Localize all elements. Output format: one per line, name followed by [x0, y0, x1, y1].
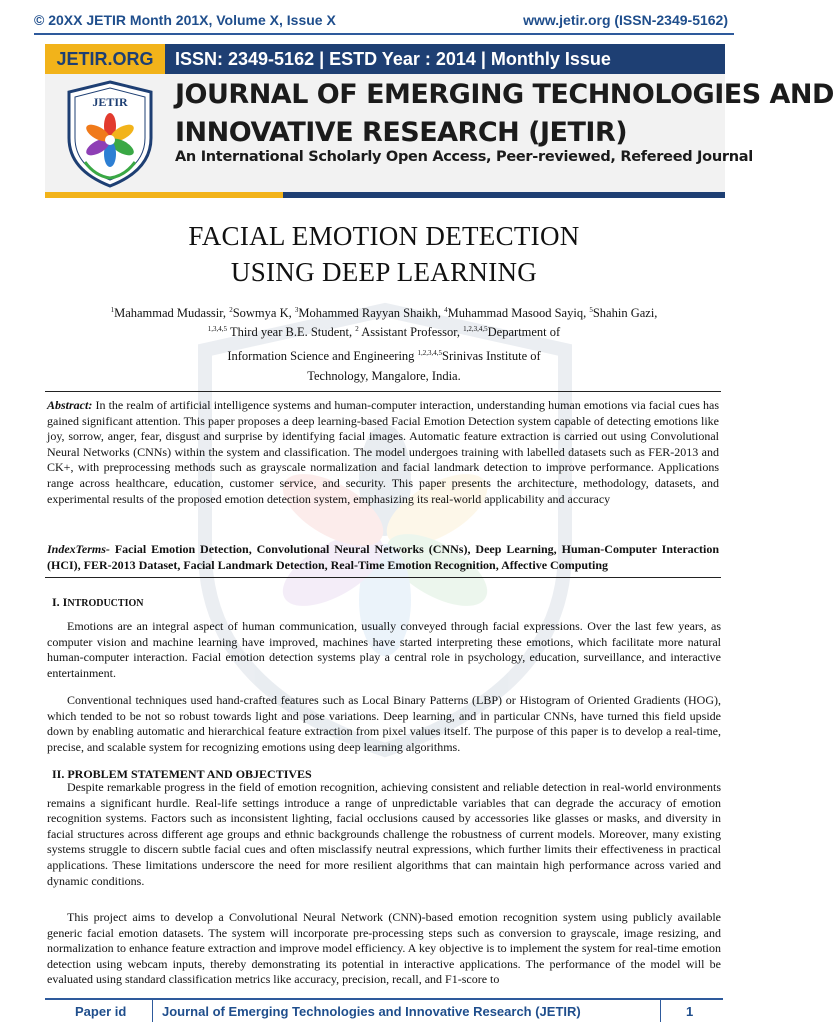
website-issn: www.jetir.org (ISSN-2349-5162) [523, 12, 728, 28]
index-terms-text: Facial Emotion Detection, Convolutional Neural Networks (CNNs), Deep Learning, Human-Computer Interaction (HCI), FER-2013 Dataset, Facial Landmark Detection, Real-Time Emotion Recognition, Affective Computing [47, 542, 719, 572]
banner-footstripe [45, 192, 725, 198]
footer-rule [45, 998, 723, 1000]
author-name: Sowmya K, [232, 306, 295, 321]
abstract-label: Abstract: [47, 398, 93, 412]
author-sup: 3 [294, 306, 299, 314]
footer-separator [660, 1000, 661, 1022]
author-name: Mohammed Rayyan Shaikh, [298, 306, 445, 321]
paper-title-line2: USING DEEP LEARNING [230, 257, 538, 287]
paper-title-line1: FACIAL EMOTION DETECTION [188, 221, 580, 251]
affiliation-text: Third year B.E. Student, [227, 325, 356, 340]
footer-separator [152, 1000, 153, 1022]
author-names [60, 300, 708, 323]
affiliation-text: Assistant Professor, [358, 325, 464, 340]
author-name: Mahammad Mudassir, [114, 306, 230, 321]
paper-id: Paper id [75, 1004, 127, 1019]
org-tag: JETIR.ORG [45, 44, 165, 74]
issue-info: © 20XX JETIR Month 201X, Volume X, Issue X [34, 12, 336, 28]
author-sup: 1 [110, 306, 115, 314]
page-footer [0, 998, 768, 1024]
running-header [0, 0, 768, 40]
page-number: 1 [686, 1004, 694, 1019]
problem-paragraph-2: This project aims to develop a Convolutional Neural Network (CNN)-based emotion recognition system using publicly available generic facial emotion datasets. The system will incorporate pre-processing steps such as conversion to grayscale, image resizing, and normalization to enhance feature extraction and improve model efficiency. A key objective is to implement the system for real-time emotion detection using webcam inputs, thereby demonstrating its potential in interactive applications. The performance of the model will be evaluated using standard classification metrics like accuracy, precision, recall, and F1-score to [47, 910, 721, 987]
index-terms [47, 542, 719, 573]
author-name: Muhammad Masood Sayiq, [447, 306, 590, 321]
abstract [47, 398, 719, 507]
author-sup: 4 [444, 306, 448, 314]
author-block [60, 300, 708, 386]
section-heading-introduction [52, 595, 143, 610]
author-sup: 2 [229, 306, 233, 314]
index-rule [45, 577, 721, 578]
issn-line: ISSN: 2349-5162 | ESTD Year : 2014 | Monthly Issue [175, 49, 611, 69]
abstract-text: In the realm of artificial intelligence systems and human-computer interaction, understanding human emotions via facial cues has gained significant attention. This paper proposes a deep learning-based Facial Emotion Detection system capable of detecting emotions like joy, sorrow, anger, fear, disgust and surprise by identifying facial images. Automatic feature extraction is carried out using Convolutional Neural Networks (CNNs) within the system and classification. The model undergoes training with labelled datasets such as FER-2013 and CK+, with preprocessing methods such as grayscale normalization and facial landmark detection to improve performance. Applications range across healthcare, education, customer service, and security. This paper presents the architecture, methodology, datasets, and experimental results of the proposed emotion detection system, emphasizing its real-world applicability and accuracy [47, 398, 719, 506]
journal-title-line1: JOURNAL OF EMERGING TECHNOLOGIES AND [175, 79, 834, 110]
paper-title [0, 218, 768, 290]
intro-paragraph-1: Emotions are an integral aspect of human communication, usually conveyed through facial expressions. Over the last few years, as computer vision and machine learning have improved, machines have started interpreting these emotions, which facilitate more natural human-computer interaction. Facial emotion detection systems play a central role in psychology, education, surveillance, and interactive entertainment. [47, 619, 721, 680]
affiliation-text: Department of [487, 325, 561, 340]
journal-subtitle: An International Scholarly Open Access, Peer-reviewed, Refereed Journal [175, 149, 753, 165]
affiliation-sup: 1,2,3,4,5 [463, 325, 488, 334]
problem-paragraph-1: Despite remarkable progress in the field of emotion recognition, achieving consistent and reliable detection in real-world environments remains a significant hurdle. Real-life settings introduce a range of unpredictable variables that can degrade the accuracy of emotion recognition systems. Factors such as inconsistent lighting, facial occlusions caused by accessories like glasses or masks, and diversity in facial structures across different age groups and ethnic backgrounds challenge the robustness of current models. Moreover, many existing systems struggle to discern subtle facial cues and often misclassify neutral expressions, which further limits their effectiveness in practical applications. These limitations underscore the need for more resilient algorithms that can maintain high performance across varied and dynamic conditions. [47, 780, 721, 888]
affiliation-sup: 2 [355, 325, 359, 334]
journal-title-line2: INNOVATIVE RESEARCH (JETIR) [175, 117, 628, 148]
author-sup: 5 [589, 306, 593, 314]
affiliation-line1 [60, 323, 708, 339]
affiliation-text: Information Science and Engineering [227, 349, 418, 364]
journal-banner [45, 44, 834, 204]
affiliation-line2 [60, 343, 708, 366]
footer-journal-name: Journal of Emerging Technologies and Innovative Research (JETIR) [162, 1004, 581, 1019]
section-number: I. I [52, 595, 68, 609]
abstract-rule [45, 391, 721, 392]
section-title: NTRODUCTION [67, 598, 144, 609]
index-terms-label: IndexTerms- [47, 542, 110, 556]
affiliation-line3: Technology, Mangalore, India. [307, 369, 461, 384]
section-heading-problem: II. PROBLEM STATEMENT AND OBJECTIVES [52, 767, 312, 781]
intro-paragraph-2: Conventional techniques used hand-crafted features such as Local Binary Patterns (LBP) or Histogram of Oriented Gradients (HOG), which tended to be not so robust towards light and pose variations. Deep learning, and in particular CNNs, have turned this field upside down by enabling automatic and hierarchical feature extraction from pixel values itself. The purpose of this paper is to develop a real-time, precise, and scalable system for recognizing emotions using deep learning algorithms. [47, 693, 721, 754]
author-name: Shahin Gazi, [592, 306, 658, 321]
header-rule [34, 33, 734, 35]
affiliation-sup: 1,2,3,4,5 [417, 349, 443, 358]
logo-text: JETIR [92, 95, 128, 109]
affiliation-sup: 1,3,4,5 [207, 325, 228, 334]
jetir-logo-icon [65, 80, 155, 188]
affiliation-text: Srinivas Institute of [442, 349, 541, 364]
